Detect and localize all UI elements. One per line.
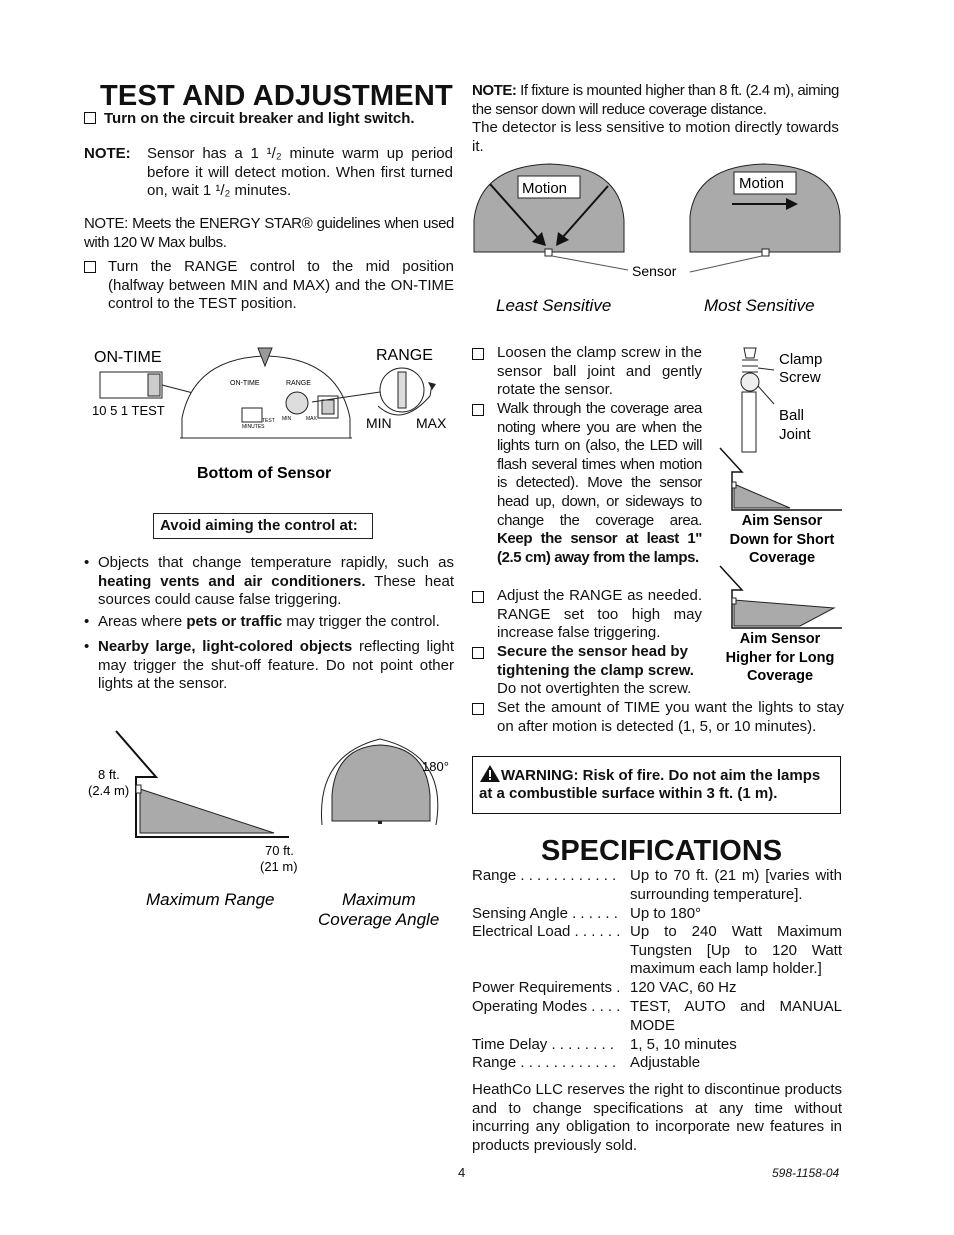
note-warmup: Sensor has a 1 ¹/₂ minute warm up period before it will detect motion. When first turned on, wait 1 ¹/₂ minutes. — [147, 145, 453, 200]
inner-min: MIN — [282, 416, 292, 422]
aim-up-2: Higher for Long — [725, 650, 835, 666]
spec-value: 1, 5, 10 minutes — [630, 1036, 737, 1053]
note-energy-star: NOTE: Meets the ENERGY STAR® guidelines when used with 120 W Max bulbs. — [84, 215, 454, 251]
warning-icon — [479, 764, 501, 783]
ball-joint-icon — [741, 373, 759, 391]
ball-leader — [758, 386, 774, 404]
inner-on-time-switch — [242, 408, 262, 422]
warning-box — [472, 756, 841, 814]
on-time-knob — [148, 374, 160, 396]
sensor-leader-left — [552, 256, 628, 270]
spec-label: Electrical Load . . . . . . — [472, 923, 621, 940]
range-label: RANGE — [376, 347, 433, 364]
dist-m: (21 m) — [260, 859, 298, 874]
bullet-objects — [84, 638, 454, 694]
document-number: 598-1158-04 — [772, 1166, 840, 1180]
note-sensitivity: The detector is less sensitive to motion directly towards it. — [472, 119, 839, 155]
sensor-leader-right — [690, 256, 762, 272]
motion-sensitivity-figure — [472, 160, 844, 320]
inner-on-time: ON-TIME — [230, 380, 260, 387]
warning-text: WARNING: Risk of fire. Do not aim the lamps at a combustible surface within 3 ft. (1 m). — [479, 767, 821, 802]
step-text: Set the amount of TIME you want the lights to stay on after motion is detected (1, 5, or 10 minutes). — [497, 699, 844, 735]
on-time-label: ON-TIME — [94, 349, 162, 366]
clamp-leader — [758, 368, 774, 370]
checkbox-icon — [472, 404, 484, 416]
note-fixture-height — [472, 82, 844, 119]
clamp-aim-figures — [712, 340, 852, 690]
aim-up-1: Aim Sensor — [739, 631, 821, 647]
caption-max-angle-2: Coverage Angle — [318, 910, 440, 929]
aim-down-3: Coverage — [748, 550, 816, 566]
step-text: Adjust the RANGE as needed. RANGE set too high may increase false triggering. — [497, 587, 702, 642]
spec-value: TEST, AUTO and MANUAL MODE — [630, 998, 842, 1034]
step-text: Walk through the coverage area noting where you are when the lights turn on (also, the LED will flash several times when motion is detected). Move the sensor head up, down, or sideways to change the coverage area. — [497, 400, 702, 529]
step-text: Turn the RANGE control to the mid position (halfway between MIN and MAX) and the ON-TIME control to the TEST position. — [108, 258, 454, 313]
sensor-stem-icon — [742, 392, 756, 452]
bullet-bold: pets or traffic — [186, 613, 283, 630]
checkbox-icon — [472, 348, 484, 360]
step-walk — [472, 400, 702, 567]
caption-least: Least Sensitive — [496, 296, 612, 315]
motion-label-2: Motion — [739, 175, 785, 192]
sensor-point-least — [545, 249, 552, 256]
spec-label: Range . . . . . . . . . . . . — [472, 1054, 617, 1071]
step-text: Turn on the circuit breaker and light switch. — [104, 110, 415, 127]
inner-range: RANGE — [286, 380, 311, 387]
checkbox-icon — [472, 591, 484, 603]
range-min: MIN — [366, 415, 392, 431]
motion-label-1: Motion — [522, 180, 568, 197]
spec-value: Adjustable — [630, 1054, 701, 1071]
ball-label-1: Ball — [779, 407, 805, 424]
page-number: 4 — [458, 1165, 466, 1180]
checkbox-icon — [472, 703, 484, 715]
sensor-point-icon — [378, 821, 382, 824]
sensor-label: Sensor — [632, 263, 677, 279]
spec-label: Range . . . . . . . . . . . . — [472, 867, 617, 884]
clamp-label-2: Screw — [779, 369, 821, 386]
avoid-box: Avoid aiming the control at: — [153, 513, 373, 539]
bottom-of-sensor-diagram — [84, 340, 454, 490]
step-adjust — [472, 587, 702, 643]
long-coverage-zone — [734, 600, 834, 626]
bulb-base-icon — [744, 348, 756, 358]
note-label: NOTE: — [84, 145, 131, 162]
disclaimer: HeathCo LLC reserves the right to discontinue products and to change specifications at any time without incurring any obligation to incorporate new features in products previously sold. — [472, 1081, 842, 1154]
inner-lens-window — [322, 400, 334, 414]
sensor-point-most — [762, 249, 769, 256]
step-text: Loosen the clamp screw in the sensor ball joint and gently rotate the sensor. — [497, 344, 702, 399]
spec-label: Time Delay . . . . . . . . — [472, 1036, 614, 1053]
aim-down-2: Down for Short — [729, 532, 835, 548]
sensor-mount-icon — [732, 598, 736, 604]
checkbox-icon — [472, 647, 484, 659]
note-text: If fixture is mounted higher than 8 ft. (2.4 m), aiming the sensor down will reduce coverage distance. — [472, 82, 839, 118]
spec-value: 120 VAC, 60 Hz — [630, 979, 737, 996]
caption-most: Most Sensitive — [704, 296, 815, 315]
range-coverage-figure — [84, 725, 464, 935]
ball-label-2: Joint — [779, 426, 811, 443]
coverage-zone — [140, 789, 274, 833]
angle-label: 180° — [422, 759, 449, 774]
coverage-dome — [332, 745, 430, 821]
spec-value: Up to 180° — [630, 905, 702, 922]
clamp-label-1: Clamp — [779, 351, 823, 368]
step-turn-on — [84, 110, 454, 129]
range-arrow-icon — [428, 382, 436, 390]
step-bold: Secure the sensor head by tightening the clamp screw. — [497, 643, 694, 679]
bullet-dot: • — [84, 554, 90, 571]
height-ft: 8 ft. — [98, 767, 120, 782]
inner-range-knob — [286, 392, 308, 414]
bullet-text: reflecting light may trigger the shut-off feature. Do not point other lights at the sensor. — [98, 638, 455, 693]
bullet-text: Objects that change temperature rapidly, such as — [98, 554, 454, 571]
note-label: NOTE: — [472, 82, 517, 99]
spec-label: Sensing Angle . . . . . . — [472, 905, 618, 922]
inner-test: TEST — [262, 418, 275, 424]
step-loosen — [472, 344, 702, 400]
height-m: (2.4 m) — [88, 783, 130, 798]
range-dial-knob — [398, 372, 406, 408]
bullet-dot: • — [84, 638, 90, 655]
step-text: Do not overtighten the screw. — [497, 680, 692, 698]
bullet-bold: Nearby large, light-colored objects — [98, 638, 353, 655]
diagram-caption: Bottom of Sensor — [197, 465, 332, 482]
range-max: MAX — [416, 415, 447, 431]
dist-ft: 70 ft. — [265, 843, 294, 858]
spec-value: Up to 70 ft. (21 m) [varies with surrounding temperature]. — [630, 867, 842, 903]
checkbox-icon — [84, 261, 96, 273]
aim-down-1: Aim Sensor — [741, 513, 823, 529]
caption-max-range: Maximum Range — [146, 890, 275, 909]
step-time — [472, 699, 844, 736]
inner-minutes: MINUTES — [242, 424, 265, 430]
clamp-thread-icon — [742, 360, 758, 372]
spec-title: SPECIFICATIONS — [541, 835, 783, 867]
on-time-scale: 10 5 1 TEST — [92, 403, 165, 418]
sensor-mount-icon — [732, 482, 736, 488]
sensor-mount-icon — [136, 785, 141, 793]
checkbox-icon — [84, 112, 96, 124]
short-coverage-zone — [734, 484, 790, 508]
spec-label: Operating Modes . . . . — [472, 998, 621, 1015]
bullet-bold: heating vents and air conditioners. — [98, 572, 366, 590]
spec-label: Power Requirements . — [472, 979, 621, 996]
step-secure — [472, 643, 702, 699]
caption-max-angle-1: Maximum — [342, 890, 416, 909]
inner-max: MAX — [306, 416, 317, 422]
page-title: TEST AND ADJUSTMENT — [100, 80, 453, 112]
aim-up-3: Coverage — [746, 668, 814, 684]
step-range — [84, 258, 454, 314]
step-bold: Keep the sensor at least 1" (2.5 cm) away from the lamps. — [497, 530, 702, 566]
bullet-text: These heat sources could cause false triggering. — [98, 572, 454, 609]
bullet-text: may trigger the control. — [282, 613, 440, 630]
bullet-text: Areas where — [98, 613, 187, 630]
bullet-pets — [84, 613, 454, 632]
spec-value: Up to 240 Watt Maximum Tungsten [Up to 120 Watt maximum each lamp holder.] — [630, 923, 842, 978]
bullet-dot: • — [84, 613, 90, 630]
bullet-temperature — [84, 554, 454, 610]
